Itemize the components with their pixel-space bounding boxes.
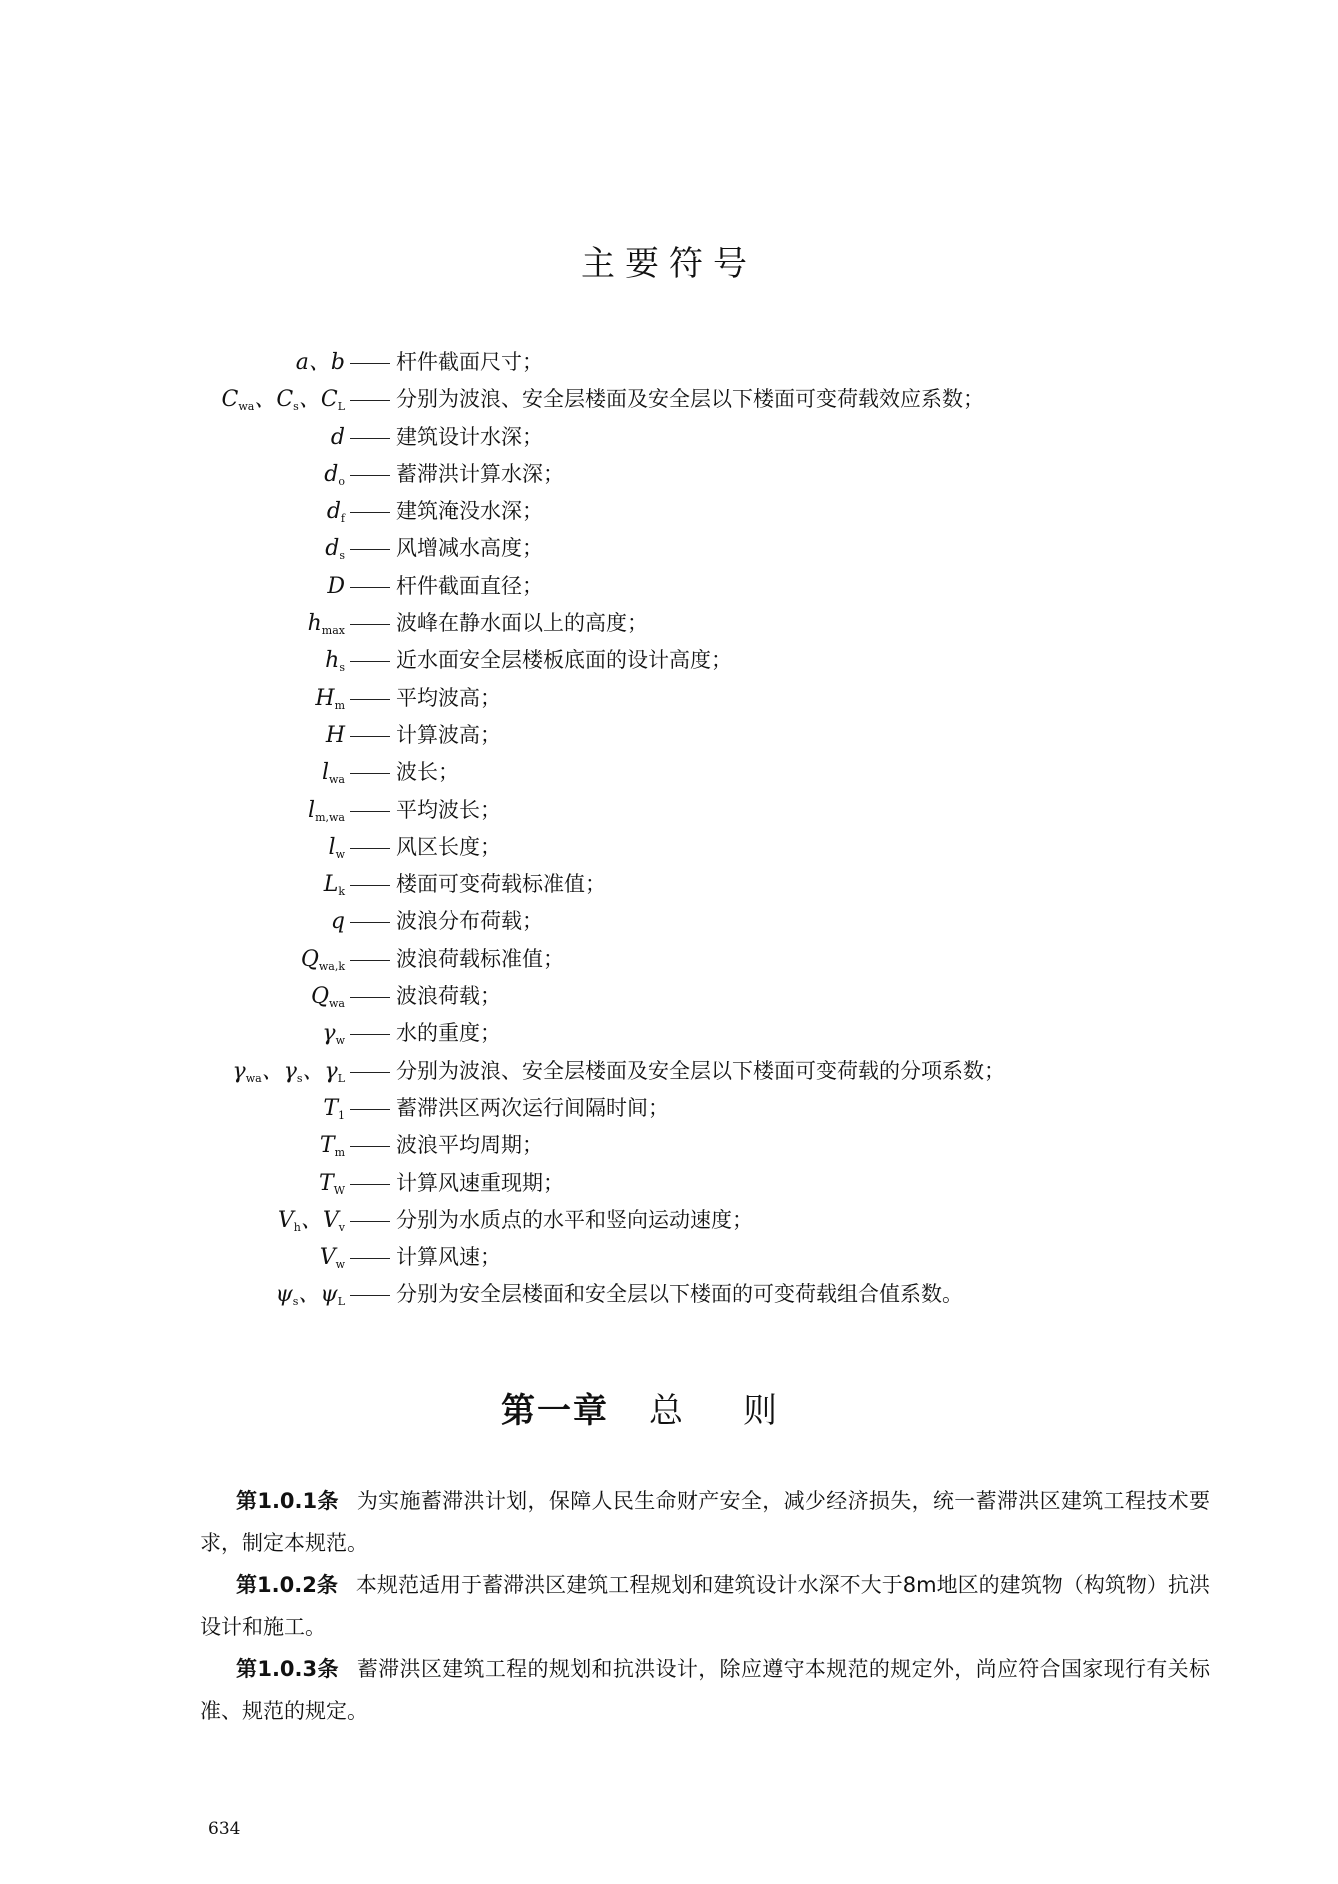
- symbol-notation: $\gamma_w$: [322, 1021, 345, 1048]
- symbol-description: 波浪荷载标准值；: [396, 946, 564, 971]
- page-number: 634: [208, 1819, 241, 1839]
- symbol-list: [0, 344, 1338, 1314]
- symbol-description: 分别为安全层楼面和安全层以下楼面的可变荷载组合值系数。: [396, 1282, 963, 1307]
- symbol-row: [0, 344, 1338, 381]
- symbol-description: 分别为波浪、安全层楼面及安全层以下楼面可变荷载效应系数；: [396, 387, 984, 412]
- symbol-row: [0, 1015, 1338, 1052]
- symbol-row: [0, 530, 1338, 567]
- symbols-section-title: 主要符号: [581, 244, 757, 284]
- symbol-description: 计算波高；: [396, 722, 501, 747]
- symbol-description: 波浪平均周期；: [396, 1133, 543, 1158]
- article-number: 第1.0.3条: [236, 1657, 339, 1681]
- article-number: 第1.0.1条: [236, 1489, 339, 1513]
- symbol-description: 蓄滞洪区两次运行间隔时间；: [396, 1095, 669, 1120]
- symbol-notation: d: [330, 424, 345, 450]
- symbol-row: [0, 1165, 1338, 1202]
- symbol-notation: $V_w$: [319, 1245, 345, 1272]
- symbol-row: [0, 941, 1338, 978]
- article-text: 蓄滞洪区建筑工程的规划和抗洪设计，除应遵守本规范的规定外，尚应符合国家现行有关标准、规范的规定。: [200, 1657, 1210, 1723]
- symbol-description: 波峰在静水面以上的高度；: [396, 611, 648, 636]
- symbol-row: [0, 1127, 1338, 1164]
- article-paragraph: [200, 1480, 1210, 1564]
- symbol-description: 波长；: [396, 760, 459, 785]
- symbol-description: 波浪荷载；: [396, 984, 501, 1009]
- symbol-row: [0, 642, 1338, 679]
- symbol-notation: $h_{max}$: [307, 611, 345, 638]
- symbol-notation: q: [330, 909, 345, 935]
- symbol-notation: $T_W$: [319, 1170, 345, 1197]
- symbol-description: 平均波高；: [396, 685, 501, 710]
- symbol-description: 计算风速重现期；: [396, 1170, 564, 1195]
- symbol-description: 建筑设计水深；: [396, 424, 543, 449]
- symbol-notation: $d_f$: [326, 499, 345, 526]
- symbol-description: 分别为波浪、安全层楼面及安全层以下楼面可变荷载的分项系数；: [396, 1058, 1005, 1083]
- symbol-notation: $l_{m,wa}$: [308, 797, 345, 824]
- symbol-description: 杆件截面尺寸；: [396, 350, 543, 374]
- symbol-row: [0, 605, 1338, 642]
- symbol-row: [0, 829, 1338, 866]
- symbol-row: [0, 381, 1338, 418]
- article-paragraph: [200, 1564, 1210, 1648]
- symbol-row: [0, 419, 1338, 456]
- symbol-row: [0, 903, 1338, 940]
- symbol-notation: $T_1$: [323, 1095, 345, 1122]
- symbol-row: [0, 1276, 1338, 1313]
- article-text: 本规范适用于蓄滞洪区建筑工程规划和建筑设计水深不大于8m地区的建筑物（构筑物）抗洪设计和施工。: [200, 1573, 1210, 1639]
- article-list: [200, 1480, 1210, 1732]
- symbol-notation: $L_k$: [323, 872, 345, 899]
- symbol-notation: $Q_{wa,k}$: [300, 946, 345, 973]
- symbol-description: 楼面可变荷载标准值；: [396, 872, 606, 897]
- symbol-description: 蓄滞洪计算水深；: [396, 461, 564, 486]
- symbol-row: [0, 792, 1338, 829]
- symbol-description: 杆件截面直径；: [396, 573, 543, 598]
- symbol-notation: $\gamma_{wa}$、$\gamma_s$、$\gamma_L$: [232, 1058, 345, 1085]
- symbol-notation: $d_o$: [324, 461, 345, 488]
- symbol-notation: $d_s$: [325, 536, 345, 563]
- symbol-notation: D: [327, 573, 345, 599]
- article-number: 第1.0.2条: [236, 1573, 338, 1597]
- symbol-description: 建筑淹没水深；: [396, 499, 543, 524]
- article-text: 为实施蓄滞洪计划，保障人民生命财产安全，减少经济损失，统一蓄滞洪区建筑工程技术要求，制定本规范。: [200, 1489, 1210, 1555]
- chapter-name: 总则: [649, 1391, 837, 1431]
- symbol-description: 水的重度；: [396, 1021, 501, 1046]
- symbol-row: [0, 1239, 1338, 1276]
- chapter-title: [0, 1383, 1338, 1432]
- symbol-notation: H: [325, 722, 345, 748]
- symbol-notation: $l_w$: [328, 834, 345, 861]
- symbol-row: [0, 717, 1338, 754]
- article-paragraph: [200, 1648, 1210, 1732]
- symbol-row: [0, 493, 1338, 530]
- symbol-description: 风区长度；: [396, 834, 501, 859]
- symbol-row: [0, 1053, 1338, 1090]
- symbol-notation: $\psi_s$、$\psi_L$: [275, 1282, 345, 1309]
- symbol-notation: $h_s$: [325, 648, 345, 675]
- symbol-notation: $V_h$、$V_v$: [277, 1207, 345, 1234]
- symbol-row: [0, 754, 1338, 791]
- symbol-row: [0, 680, 1338, 717]
- symbol-row: [0, 1202, 1338, 1239]
- symbol-row: [0, 866, 1338, 903]
- symbol-notation: a、b: [295, 350, 345, 375]
- symbol-description: 近水面安全层楼板底面的设计高度；: [396, 648, 732, 673]
- symbol-notation: $T_m$: [319, 1133, 345, 1160]
- symbol-description: 风增减水高度；: [396, 536, 543, 561]
- symbol-row: [0, 568, 1338, 605]
- symbol-notation: $Q_{wa}$: [310, 984, 345, 1011]
- symbol-description: 分别为水质点的水平和竖向运动速度；: [396, 1207, 753, 1232]
- symbol-notation: $l_{wa}$: [321, 760, 345, 787]
- symbol-description: 计算风速；: [396, 1245, 501, 1270]
- symbol-description: 平均波长；: [396, 797, 501, 822]
- symbol-description: 波浪分布荷载；: [396, 909, 543, 934]
- symbol-row: [0, 456, 1338, 493]
- symbol-row: [0, 1090, 1338, 1127]
- symbol-row: [0, 978, 1338, 1015]
- chapter-number: 第一章: [501, 1391, 609, 1431]
- symbol-notation: $C_{wa}$、$C_s$、$C_L$: [221, 387, 345, 414]
- symbol-notation: $H_m$: [315, 685, 345, 712]
